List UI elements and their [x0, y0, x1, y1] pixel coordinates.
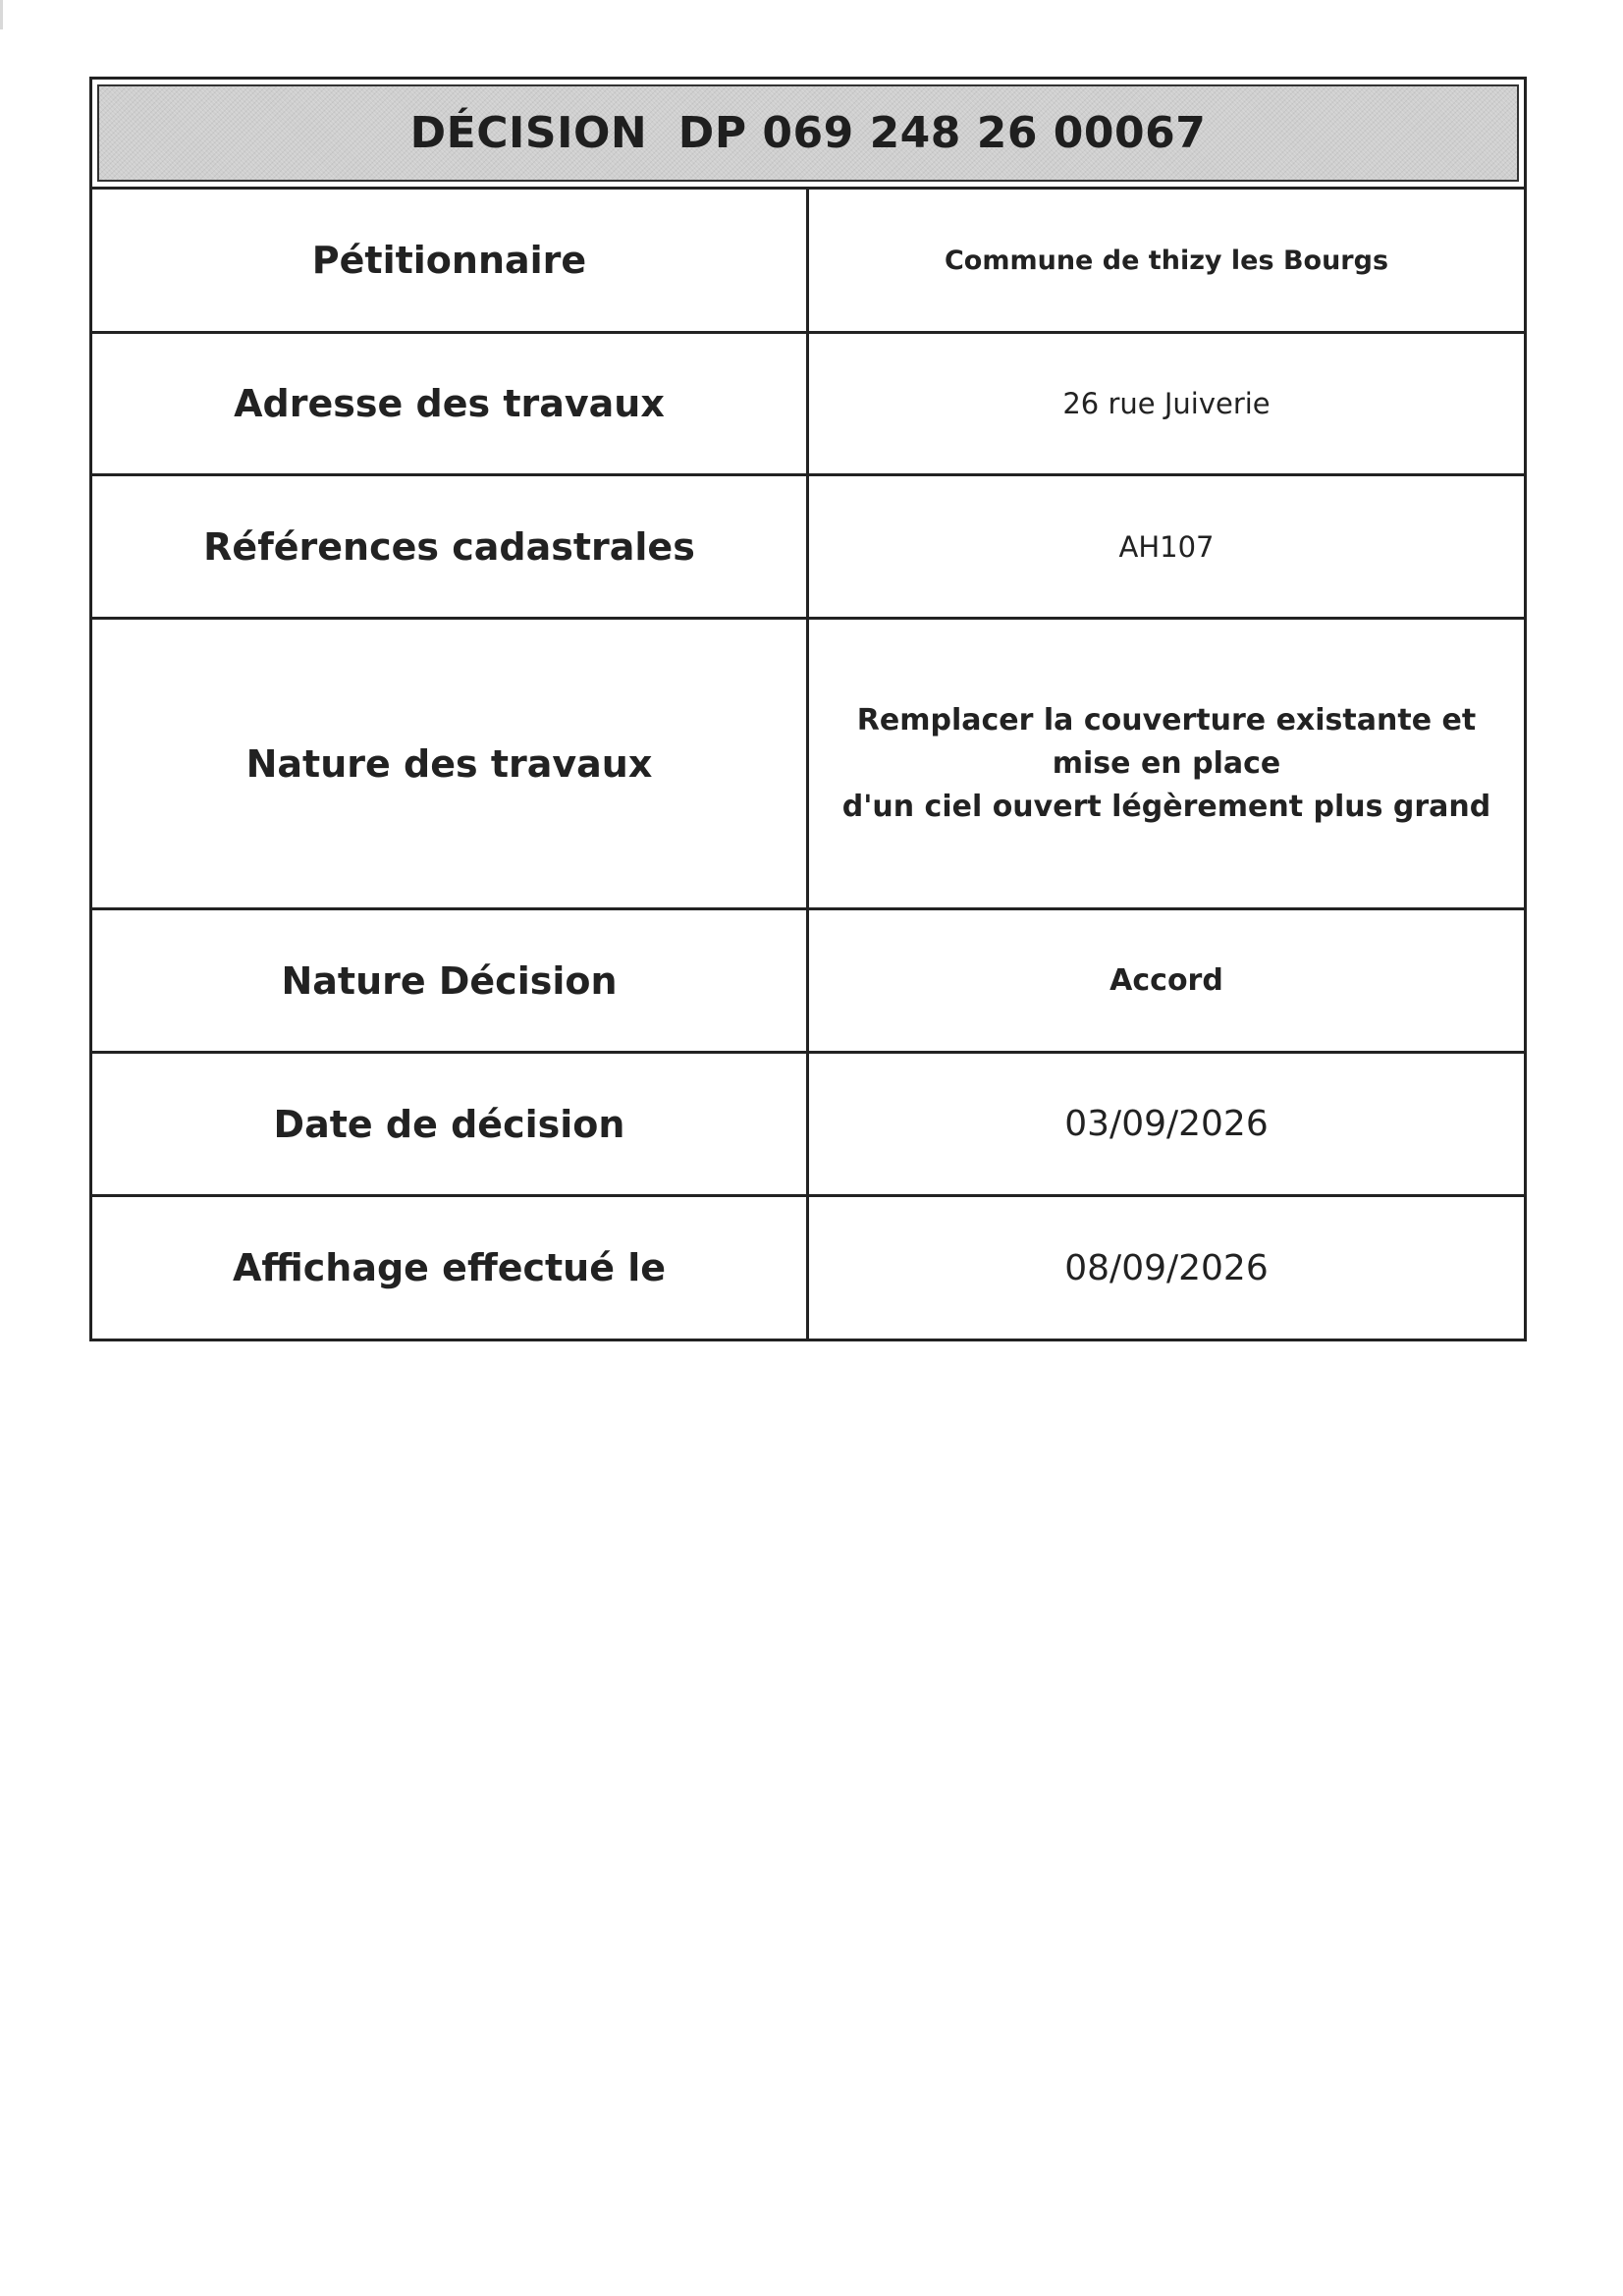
- nature-travaux-line-1: Remplacer la couverture existante et mise en place: [856, 702, 1477, 781]
- row-value-nature-travaux: [809, 620, 1524, 907]
- row-label-references: Références cadastrales: [92, 476, 809, 617]
- row-value-date-decision: 03/09/2026: [1064, 1104, 1269, 1144]
- scan-edge-mark: [0, 0, 3, 29]
- decision-table: [89, 190, 1527, 1341]
- decision-header: [89, 77, 1527, 190]
- table-row-adresse: [92, 334, 1524, 476]
- row-value-petitionnaire: Commune de thizy les Bourgs: [944, 245, 1389, 276]
- table-row-nature-decision: [92, 910, 1524, 1054]
- row-label-affichage: Affichage effectué le: [92, 1197, 809, 1339]
- nature-travaux-line-2: d'un ciel ouvert légèrement plus grand: [841, 789, 1491, 824]
- row-value-nature-decision: Accord: [1109, 963, 1223, 998]
- table-row-affichage: [92, 1197, 1524, 1341]
- row-value-adresse: 26 rue Juiverie: [1062, 387, 1271, 420]
- table-row-petitionnaire: [92, 190, 1524, 334]
- row-value-references: AH107: [1118, 529, 1215, 564]
- table-row-references: [92, 476, 1524, 620]
- row-label-nature-decision: Nature Décision: [92, 910, 809, 1051]
- row-label-nature-travaux: Nature des travaux: [92, 620, 809, 907]
- row-label-petitionnaire: Pétitionnaire: [92, 190, 809, 331]
- row-label-date-decision: Date de décision: [92, 1054, 809, 1194]
- table-row-date-decision: [92, 1054, 1524, 1197]
- row-value-affichage: 08/09/2026: [1064, 1247, 1269, 1288]
- table-row-nature-travaux: [92, 620, 1524, 910]
- decision-header-band: [97, 84, 1519, 182]
- row-label-adresse: Adresse des travaux: [92, 334, 809, 473]
- decision-title: DÉCISION DP 069 248 26 00067: [409, 108, 1207, 158]
